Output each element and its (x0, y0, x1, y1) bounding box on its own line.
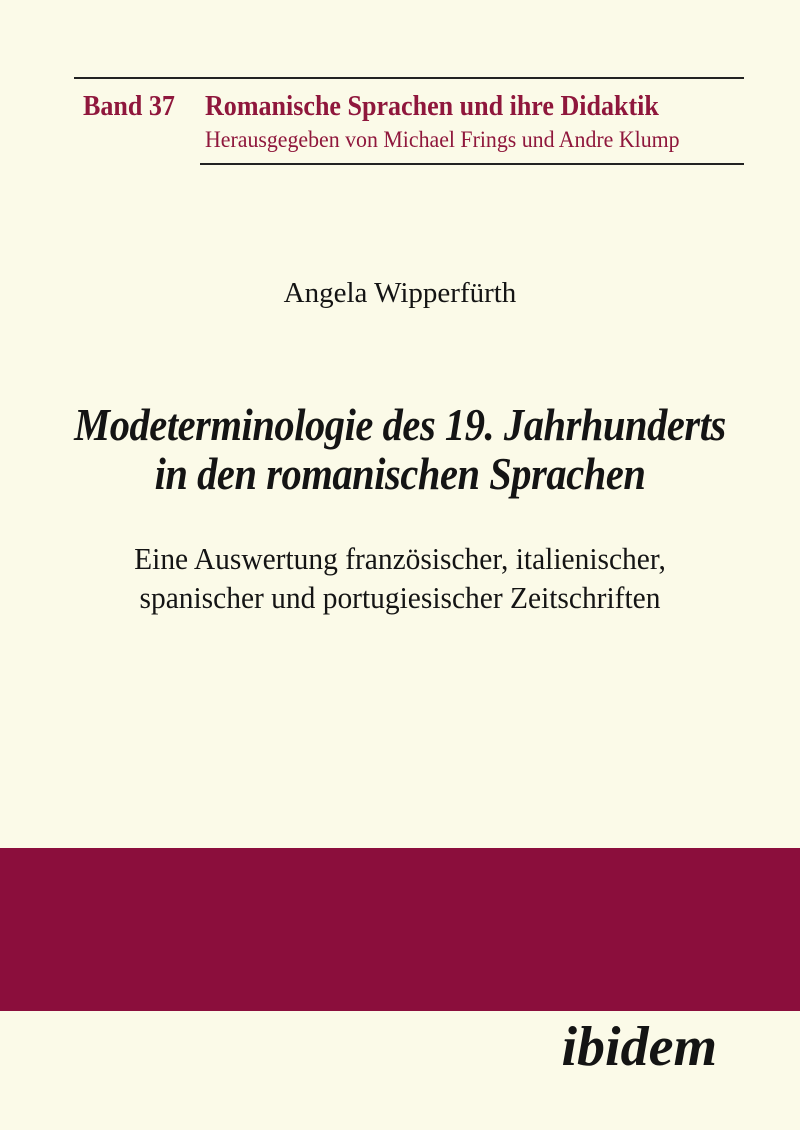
series-top-rule (74, 77, 744, 79)
book-subtitle (0, 539, 800, 617)
series-title: Romanische Sprachen und ihre Didaktik (205, 91, 659, 122)
series-bottom-rule (200, 163, 744, 165)
book-title-line1: Modeterminologie des 19. Jahrhunderts (74, 399, 726, 450)
book-title (0, 400, 800, 498)
book-title-line2: in den romanischen Sprachen (154, 448, 646, 499)
book-subtitle-line2: spanischer und portugiesischer Zeitschriften (139, 580, 661, 615)
publisher-logo: ibidem (561, 1016, 717, 1078)
book-subtitle-line1: Eine Auswertung französischer, italienischer, (134, 541, 666, 576)
series-volume-label: Band 37 (83, 91, 175, 122)
series-editors-line: Herausgegeben von Michael Frings und Andre Klump (205, 127, 680, 152)
author-name: Angela Wipperfürth (283, 277, 517, 309)
maroon-band (0, 848, 800, 1011)
